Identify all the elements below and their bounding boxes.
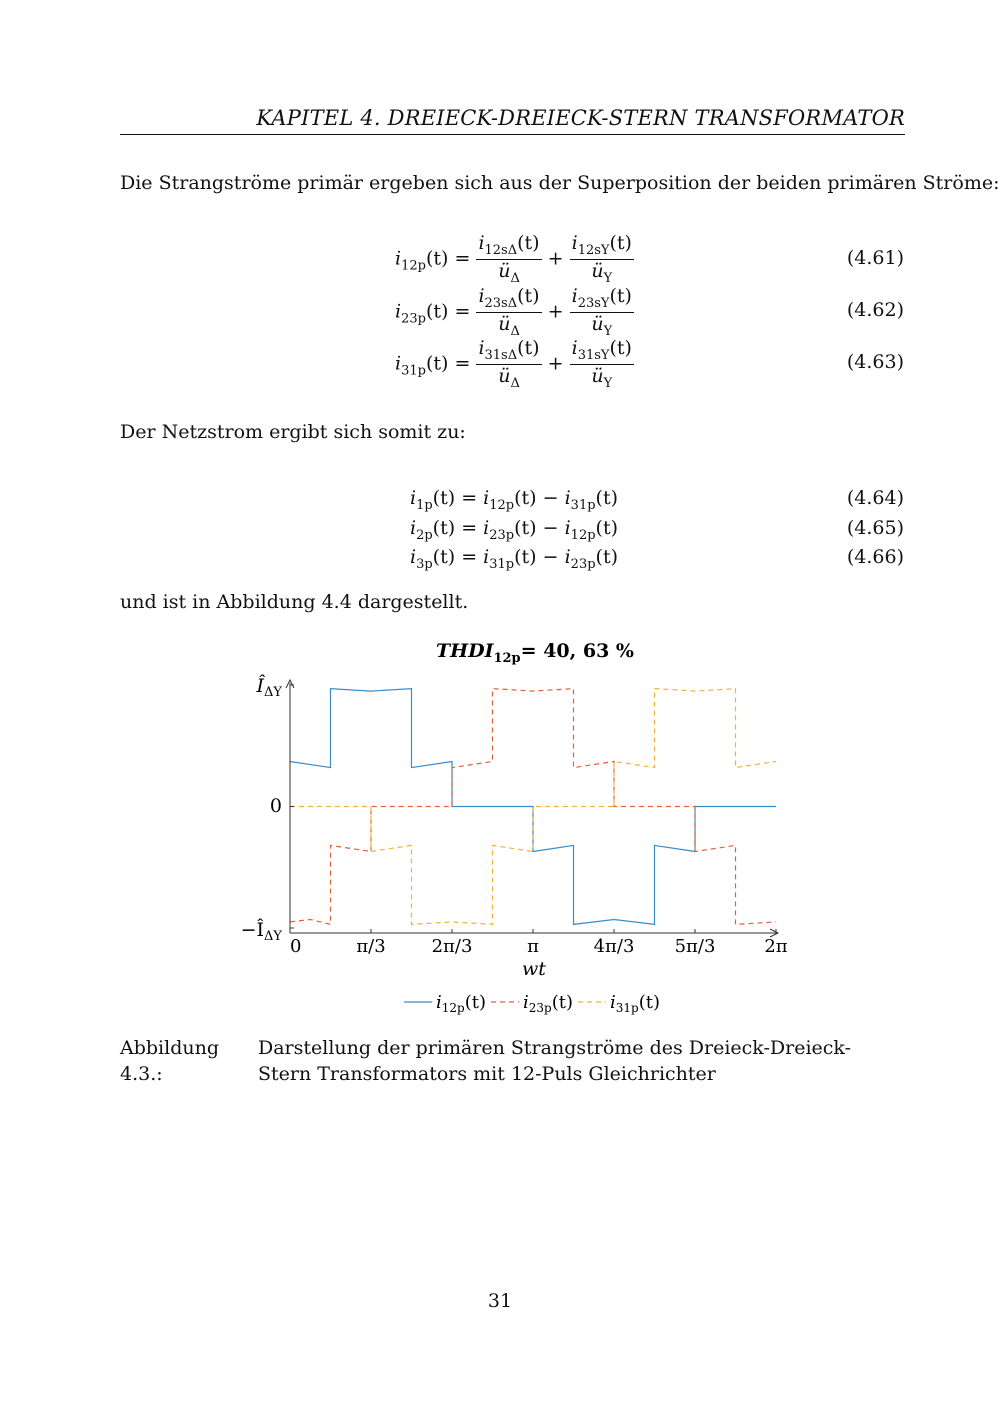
running-header: KAPITEL 4. DREIECK-DREIECK-STERN TRANSFORMATOR	[120, 106, 905, 135]
current-waveform-chart	[0, 630, 1000, 1025]
x-tick-label: 0	[290, 936, 302, 957]
legend-label-i23p: $i_{23p}(t)$	[523, 992, 573, 1015]
y-label-top: $Î_{\Delta Y}$	[256, 675, 282, 700]
legend-label-i31p: $i_{31p}(t)$	[610, 992, 660, 1015]
x-tick-label: 5π/3	[674, 936, 716, 957]
y-label-bottom: $-Î_{\Delta Y}$	[240, 919, 282, 944]
series-layer	[290, 689, 776, 925]
caption-text: Darstellung der primären Strangströme des Dreieck-Dreieck-Stern Transformators mit 12-Puls Gleichrichter	[258, 1037, 852, 1085]
equation-number: (4.64)	[846, 487, 904, 509]
page-number: 31	[487, 1290, 513, 1312]
equation-4-63: $i_{31p}(t)$ = $\frac{i_{31s\Delta}(t)}{ü_\Delta}$ + $\frac{i_{31sY}(t)}{ü_Y}$	[395, 337, 632, 391]
equation-number: (4.65)	[846, 517, 904, 539]
y-label-zero: 0	[269, 795, 282, 817]
equation-number: (4.63)	[846, 351, 904, 373]
equation-number: (4.61)	[846, 247, 904, 269]
x-tick-label: 2π	[764, 936, 788, 957]
x-tick-label: π/3	[356, 936, 386, 957]
paragraph-intro: Die Strangströme primär ergeben sich aus der Superposition der beiden primären Ströme:	[120, 172, 1000, 194]
legend-label-i12p: $i_{12p}(t)$	[436, 992, 486, 1015]
x-tick-label: 4π/3	[593, 936, 635, 957]
equation-number: (4.66)	[846, 546, 904, 568]
equation-number: (4.62)	[846, 299, 904, 321]
equation-4-65: $i_{2p}(t) = i_{23p}(t) - i_{12p}(t)$	[410, 517, 619, 543]
equation-4-62: $i_{23p}(t)$ = $\frac{i_{23s\Delta}(t)}{ü_\Delta}$ + $\frac{i_{23sY}(t)}{ü_Y}$	[395, 285, 632, 339]
equation-4-66: $i_{3p}(t) = i_{31p}(t) - i_{23p}(t)$	[410, 546, 619, 572]
chart-legend	[404, 992, 660, 1015]
x-axis-label: wt	[522, 958, 546, 980]
chart-title: $THDI_{12p}= 40$, 63 %	[436, 640, 634, 666]
x-tick-label: π	[527, 936, 539, 957]
equation-4-61: $i_{12p}(t)$ = $\frac{i_{12s\Delta}(t)}{ü_\Delta}$ + $\frac{i_{12sY}(t)}{ü_Y}$	[395, 232, 632, 286]
paragraph-reference: und ist in Abbildung 4.4 dargestellt.	[120, 591, 469, 613]
equation-4-64: $i_{1p}(t) = i_{12p}(t) - i_{31p}(t)$	[410, 487, 619, 513]
x-tick-label: 2π/3	[431, 936, 473, 957]
tick-layer	[290, 685, 788, 957]
figure-caption	[120, 1036, 920, 1087]
caption-label: Abbildung 4.3.:	[120, 1037, 219, 1085]
paragraph-line-current: Der Netzstrom ergibt sich somit zu:	[120, 421, 466, 443]
